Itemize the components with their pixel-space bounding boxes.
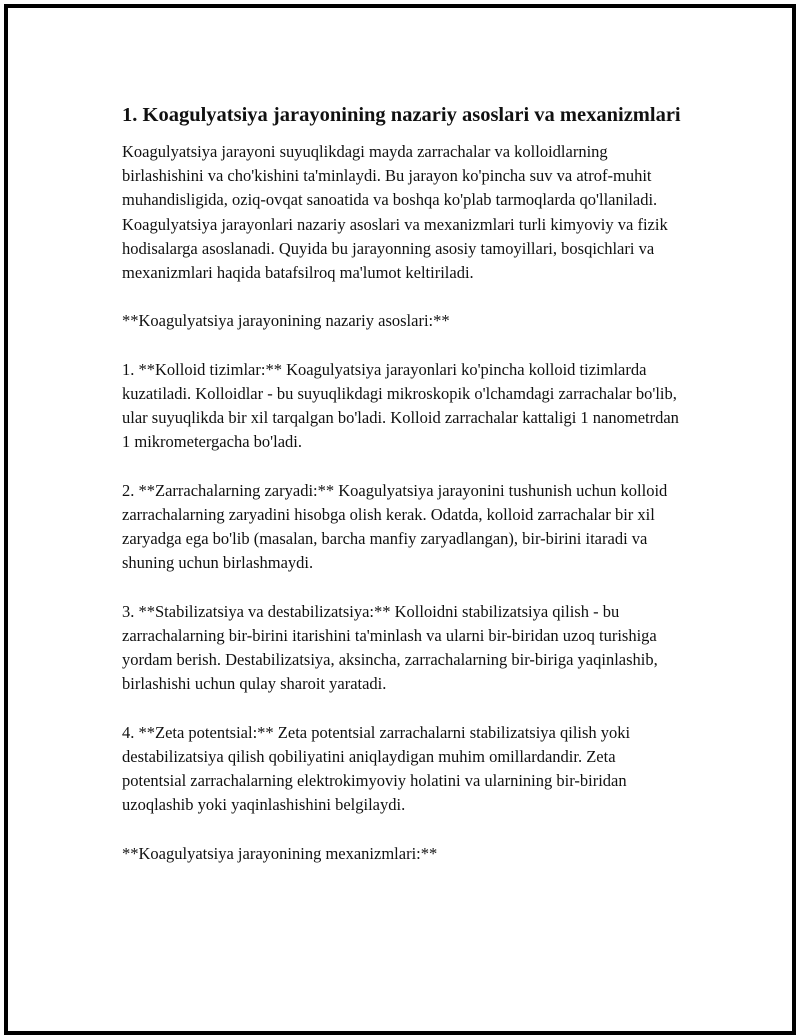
stabilization-paragraph: 3. **Stabilizatsiya va destabilizatsiya:** Kolloidni stabilizatsiya qilish - bu zarrachalarning bir-birini itarishini ta'minlash va ularni bir-biridan uzoq turishiga yordam berish. Destabilizatsiya, aksincha, zarrachalarning bir-biriga yaqinlashib, birlashishi uchun qulay sharoit yaratadi. [122,601,658,694]
mechanisms-heading: **Koagulyatsiya jarayonining mexanizmlari:** [122,843,438,863]
zeta-potential-paragraph: 4. **Zeta potentsial:** Zeta potentsial zarrachalarni stabilizatsiya qilish yoki destabilizatsiya qilish qobiliyatini aniqlaydigan muhim omillardandir. Zeta potentsial zarrachalarning elektrokimyoviy holatini va ularnining bir-biridan uzoqlashib yoki yaqinlashishini belgilaydi. [122,722,631,815]
document-body [122,102,682,890]
intro-paragraph: Koagulyatsiya jarayoni suyuqlikdagi mayda zarrachalar va kolloidlarning birlashishini va cho'kishini ta'minlaydi. Bu jarayon ko'pincha suv va atrof-muhit muhandisligida, oziq-ovqat sanoatida va boshqa ko'plab tarmoqlarda qo'llaniladi. Koagulyatsiya jarayonlari nazariy asoslari va mexanizmlari turli kimyoviy va fizik hodisalarga asoslanadi. Quyida bu jarayonning asosiy tamoyillari, bosqichlari va mexanizmlari haqida batafsilroq ma'lumot keltiriladi. [122,142,668,283]
page-frame [4,4,796,1035]
colloid-systems-paragraph: 1. **Kolloid tizimlar:** Koagulyatsiya jarayonlari ko'pincha kolloid tizimlarda kuzatiladi. Kolloidlar - bu suyuqlikdagi mikroskopik o'lchamdagi zarrachalar bo'lib, ular suyuqlikda bir xil tarqalgan bo'ladi. Kolloid zarrachalar kattaligi 1 nanometrdan 1 mikrometergacha bo'ladi. [122,359,679,452]
particle-charge-paragraph: 2. **Zarrachalarning zaryadi:** Koagulyatsiya jarayonini tushunish uchun kolloid zarrachalarning zaryadini hisobga olish kerak. Odatda, kolloid zarrachalar bir xil zaryadga ega bo'lib (masalan, barcha manfiy zaryadlangan), bir-birini itaradi va shuning uchun birlashmaydi. [122,480,668,573]
theory-heading: **Koagulyatsiya jarayonining nazariy asoslari:** [122,311,450,331]
document-title: 1. Koagulyatsiya jarayonining nazariy asoslari va mexanizmlari [122,104,681,126]
